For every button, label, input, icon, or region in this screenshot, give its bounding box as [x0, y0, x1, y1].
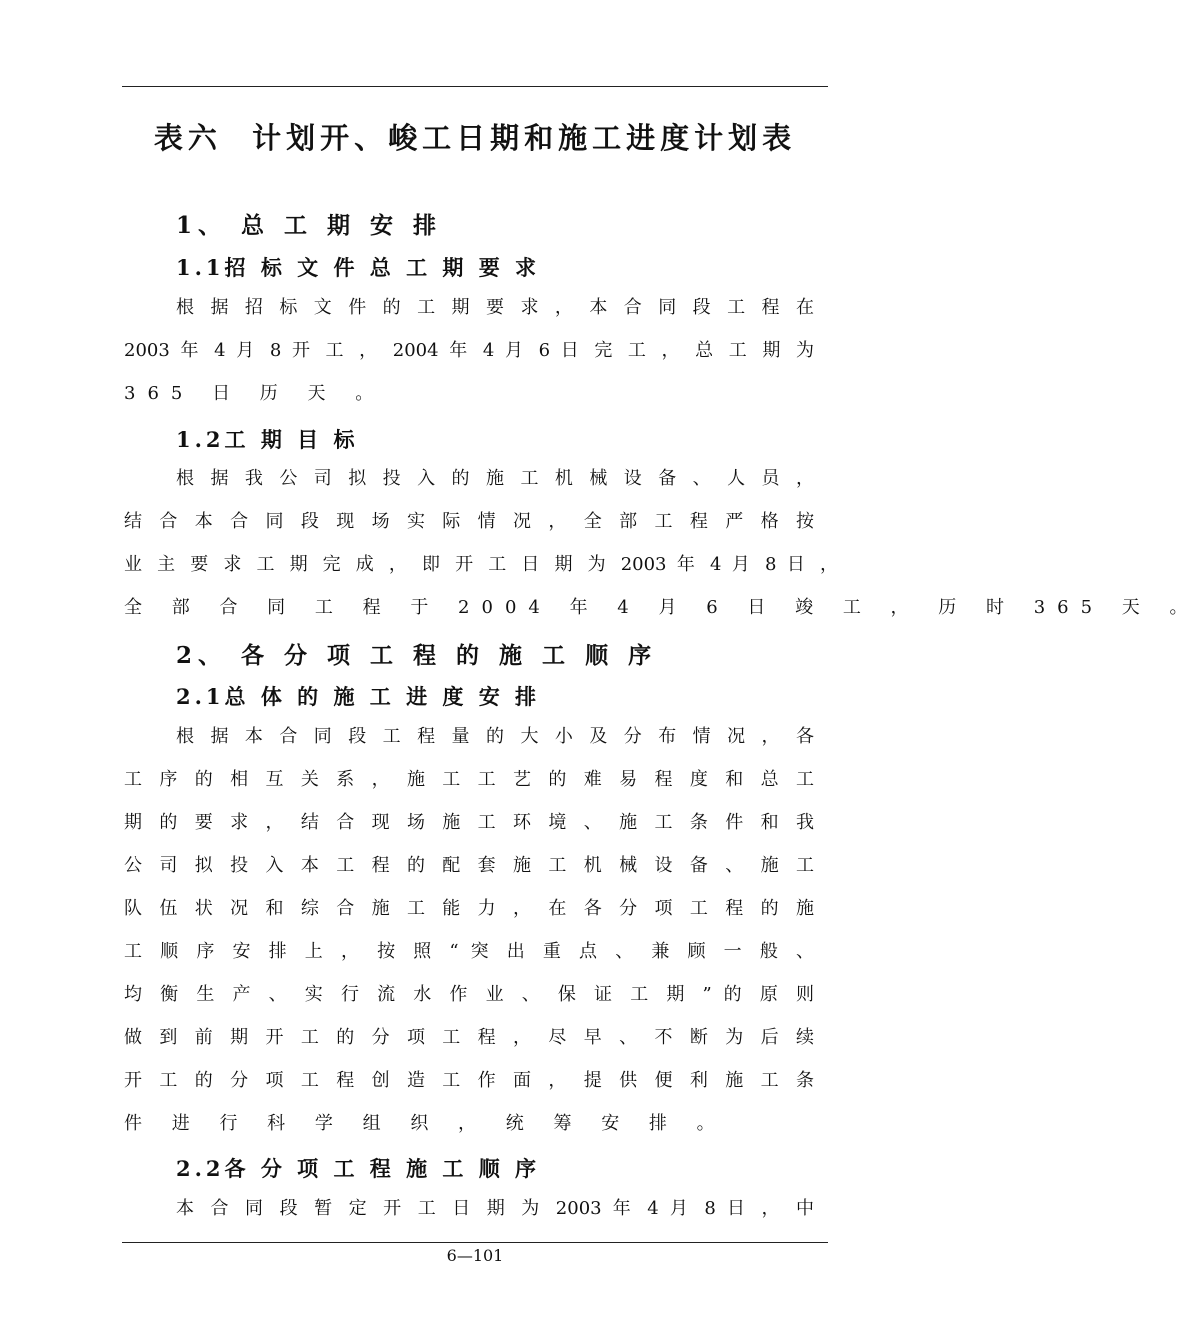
paragraph-line: 期 的 要 求 ， 结 合 现 场 施 工 环 境 、 施 工 条 件 和 我 — [124, 812, 814, 833]
page-title: 表六 计划开、峻工日期和施工进度计划表 — [153, 121, 797, 155]
subsection-2-1-heading: 2.1总 体 的 施 工 进 度 安 排 — [176, 684, 541, 709]
paragraph-line: 根 据 招 标 文 件 的 工 期 要 求 ， 本 合 同 段 工 程 在 — [176, 297, 814, 318]
paragraph-line: 开 工 的 分 项 工 程 创 造 工 作 面 ， 提 供 便 利 施 工 条 — [124, 1070, 814, 1091]
paragraph-line: 根 据 本 合 同 段 工 程 量 的 大 小 及 分 布 情 况 ， 各 — [176, 726, 814, 747]
paragraph-line: 公 司 拟 投 入 本 工 程 的 配 套 施 工 机 械 设 备 、 施 工 — [124, 855, 814, 876]
paragraph-line: 365 日 历 天 。 — [124, 383, 386, 404]
section-2-heading: 2、 各 分 项 工 程 的 施 工 顺 序 — [176, 642, 658, 669]
subsection-1-1-heading: 1.1招 标 文 件 总 工 期 要 求 — [176, 255, 541, 280]
paragraph-line: 本 合 同 段 暂 定 开 工 日 期 为 2003 年 4 月 8 日 ， 中 — [176, 1198, 814, 1219]
header-rule — [122, 86, 828, 87]
paragraph-line: 2003 年 4 月 8 开 工 ， 2004 年 4 月 6 日 完 工 ， 总 工 期 为 — [124, 340, 814, 361]
paragraph-line: 结 合 本 合 同 段 现 场 实 际 情 况 ， 全 部 工 程 严 格 按 — [124, 511, 814, 532]
footer-rule — [122, 1242, 828, 1243]
paragraph-line: 做 到 前 期 开 工 的 分 项 工 程 ， 尽 早 、 不 断 为 后 续 — [124, 1027, 814, 1048]
page-number: 6—101 — [446, 1246, 504, 1265]
subsection-1-2-heading: 1.2工 期 目 标 — [176, 427, 359, 452]
paragraph-line: 工 顺 序 安 排 上 ， 按 照 “ 突 出 重 点 、 兼 顾 一 般 、 — [124, 941, 814, 962]
paragraph-line: 业 主 要 求 工 期 完 成 ， 即 开 工 日 期 为 2003 年 4 月 8 日 ， — [124, 554, 838, 575]
paragraph-line: 均 衡 生 产 、 实 行 流 水 作 业 、 保 证 工 期 ” 的 原 则 — [124, 984, 814, 1005]
paragraph-line: 件 进 行 科 学 组 织 ， 统 筹 安 排 。 — [124, 1113, 727, 1134]
subsection-2-2-heading: 2.2各 分 项 工 程 施 工 顺 序 — [176, 1156, 541, 1181]
paragraph-line: 根 据 我 公 司 拟 投 入 的 施 工 机 械 设 备 、 人 员 ， — [176, 468, 814, 489]
paragraph-line: 全 部 合 同 工 程 于 2004 年 4 月 6 日 竣 工 ， 历 时 365 天 。 — [124, 597, 1200, 618]
paragraph-line: 工 序 的 相 互 关 系 ， 施 工 工 艺 的 难 易 程 度 和 总 工 — [124, 769, 814, 790]
section-1-heading: 1、 总 工 期 安 排 — [176, 212, 443, 239]
paragraph-line: 队 伍 状 况 和 综 合 施 工 能 力 ， 在 各 分 项 工 程 的 施 — [124, 898, 814, 919]
